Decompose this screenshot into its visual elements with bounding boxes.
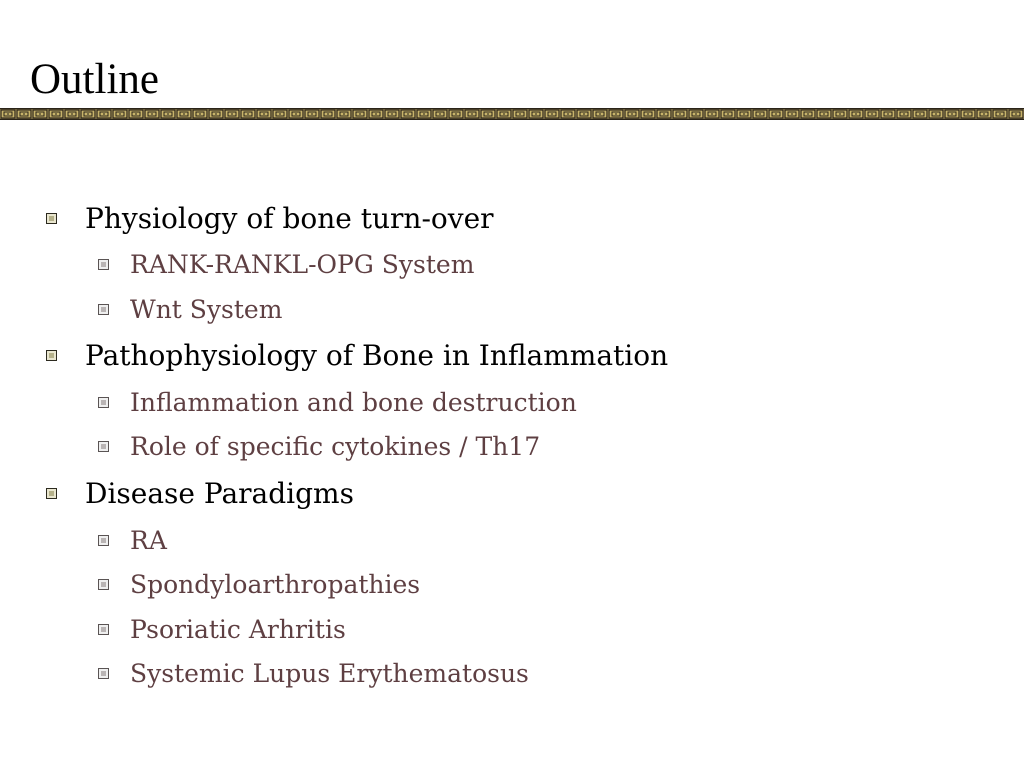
outline-subitem	[98, 569, 420, 601]
outline-subitem	[98, 614, 346, 646]
outline-subitem	[98, 249, 474, 281]
outline-subitem	[98, 387, 577, 419]
outline-subitem	[98, 294, 282, 326]
outline-item	[46, 338, 668, 374]
outline-subitem-text: Wnt System	[130, 295, 283, 324]
outline-subitem-text: RANK-RANKL-OPG System	[130, 250, 475, 279]
square-bullet-icon	[98, 624, 109, 635]
outline-item	[46, 201, 494, 237]
outline-item-text: Pathophysiology of Bone in Inflammation	[85, 339, 669, 372]
outline-subitem-text: Systemic Lupus Erythematosus	[130, 659, 529, 688]
slide-title: Outline	[30, 56, 159, 103]
outline-subitem-text: Psoriatic Arhritis	[130, 615, 346, 644]
square-bullet-icon	[46, 350, 57, 361]
outline-item	[46, 476, 354, 512]
outline-subitem-text: RA	[130, 526, 167, 555]
outline-subitem-text: Role of specific cytokines / Th17	[130, 432, 541, 461]
outline-subitem	[98, 431, 540, 463]
outline-subitem-text: Inflammation and bone destruction	[130, 388, 577, 417]
square-bullet-icon	[98, 668, 109, 679]
square-bullet-icon	[46, 488, 57, 499]
outline-subitem	[98, 658, 529, 690]
square-bullet-icon	[98, 397, 109, 408]
square-bullet-icon	[98, 304, 109, 315]
square-bullet-icon	[98, 441, 109, 452]
square-bullet-icon	[98, 535, 109, 546]
square-bullet-icon	[46, 213, 57, 224]
square-bullet-icon	[98, 579, 109, 590]
outline-item-text: Disease Paradigms	[85, 477, 354, 510]
outline-subitem	[98, 525, 167, 557]
outline-item-text: Physiology of bone turn-over	[85, 202, 494, 235]
outline-subitem-text: Spondyloarthropathies	[130, 570, 421, 599]
square-bullet-icon	[98, 259, 109, 270]
